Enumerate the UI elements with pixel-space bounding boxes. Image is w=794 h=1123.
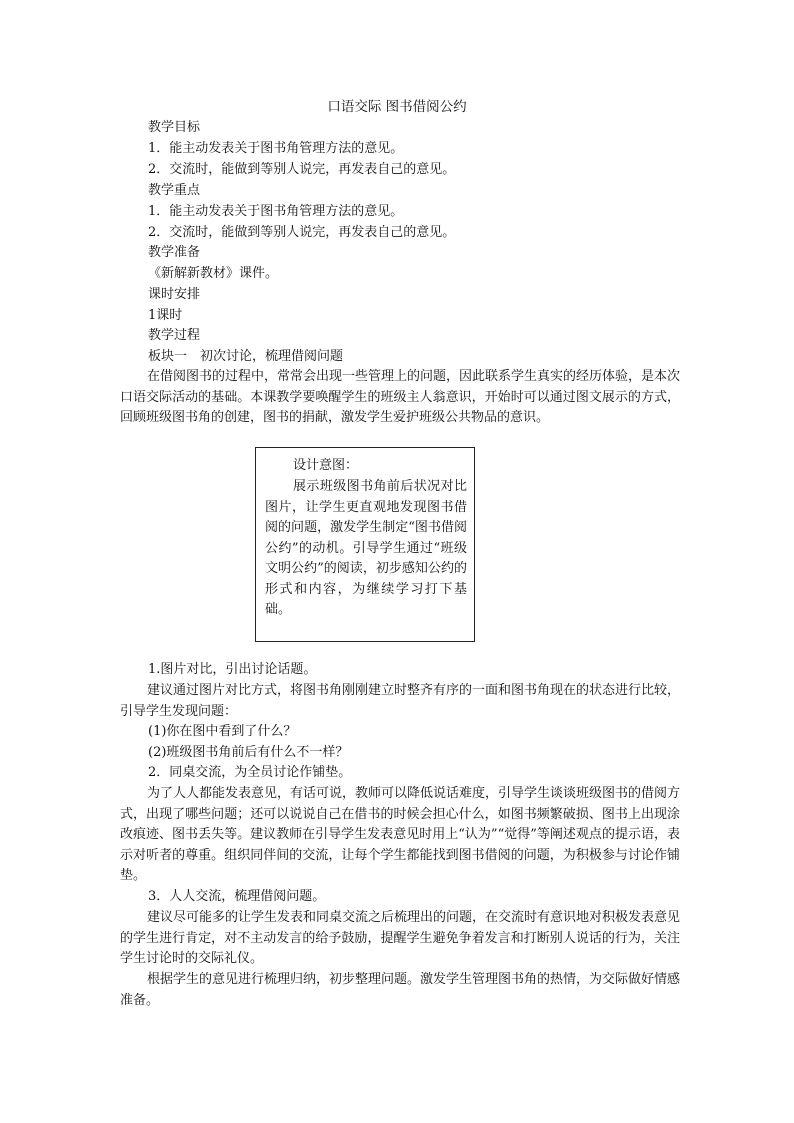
module-1-intro-paragraph: 在借阅图书的过程中，常常会出现一些管理上的问题，因此联系学生真实的经历体验，是本次口语交际活动的基础。本课教学要唤醒学生的班级主人翁意识，开始时可以通过图文展示的方式，回顾班级图书角的创建，图书的捐献，激发学生爱护班级公共物品的意识。 [120,369,681,426]
process-heading: 教学过程 [148,328,201,343]
design-intent-box [255,447,475,642]
key-points-heading: 教学重点 [148,183,201,198]
design-intent-text: 展示班级图书角前后状况对比图片，让学生更直观地发现图书借阅的问题，激发学生制定“图书借阅公约”的动机。引导学生通过“班级文明公约”的阅读，初步感知公约的形式和内容，为继续学习打下基础。 [265,479,467,617]
preparation-heading: 教学准备 [148,245,201,260]
step-1-question-2: (2)班级图书角前后有什么不一样？ [148,745,349,760]
step-3-heading: 3．人人交流，梳理借阅问题。 [148,889,326,904]
step-1-heading: 1.图片对比，引出讨论话题。 [148,662,317,677]
schedule-heading: 课时安排 [148,287,201,302]
step-1-paragraph: 建议通过图片对比方式，将图书角刚刚建立时整齐有序的一面和图书角现在的状态进行比较，引导学生发现问题： [120,683,681,719]
objective-item-2: 2．交流时，能做到等别人说完，再发表自己的意见。 [148,162,456,177]
schedule-text: 1课时 [148,308,183,323]
preparation-text: 《新解新教材》课件。 [148,266,279,281]
step-2-heading: 2．同桌交流，为全员讨论作铺垫。 [148,765,352,780]
step-1-question-1: (1)你在图中看到了什么？ [148,724,297,739]
step-2-paragraph: 为了人人都能发表意见，有话可说，教师可以降低说话难度，引导学生谈谈班级图书的借阅方式，出现了哪些问题；还可以说说自己在借书的时候会担心什么，如图书频繁破损、图书上出现涂改痕迹、图书丢失等。建议教师在引导学生发表意见时用上“认为”“觉得”等阐述观点的提示语，表示对听者的尊重。组织同伴间的交流，让每个学生都能找到图书借阅的问题，为积极参与讨论作铺垫。 [120,786,681,884]
objective-item-1: 1．能主动发表关于图书角管理方法的意见。 [148,141,404,156]
document-title: 口语交际 图书借阅公约 [327,99,467,115]
design-intent-heading: 设计意图： [293,458,359,473]
key-point-item-2: 2．交流时，能做到等别人说完，再发表自己的意见。 [148,225,456,240]
module-1-heading: 板块一 初次讨论，梳理借阅问题 [148,349,344,364]
step-3-paragraph-1: 建议尽可能多的让学生发表和同桌交流之后梳理出的问题，在交流时有意识地对积极发表意见的学生进行肯定，对不主动发言的给予鼓励，提醒学生避免争着发言和打断别人说话的行为，关注学生讨论时的交际礼仪。 [120,910,681,967]
step-3-paragraph-2: 根据学生的意见进行梳理归纳，初步整理问题。激发学生管理图书角的热情，为交际做好情感准备。 [120,972,681,1008]
objectives-heading: 教学目标 [148,120,201,135]
key-point-item-1: 1．能主动发表关于图书角管理方法的意见。 [148,204,404,219]
